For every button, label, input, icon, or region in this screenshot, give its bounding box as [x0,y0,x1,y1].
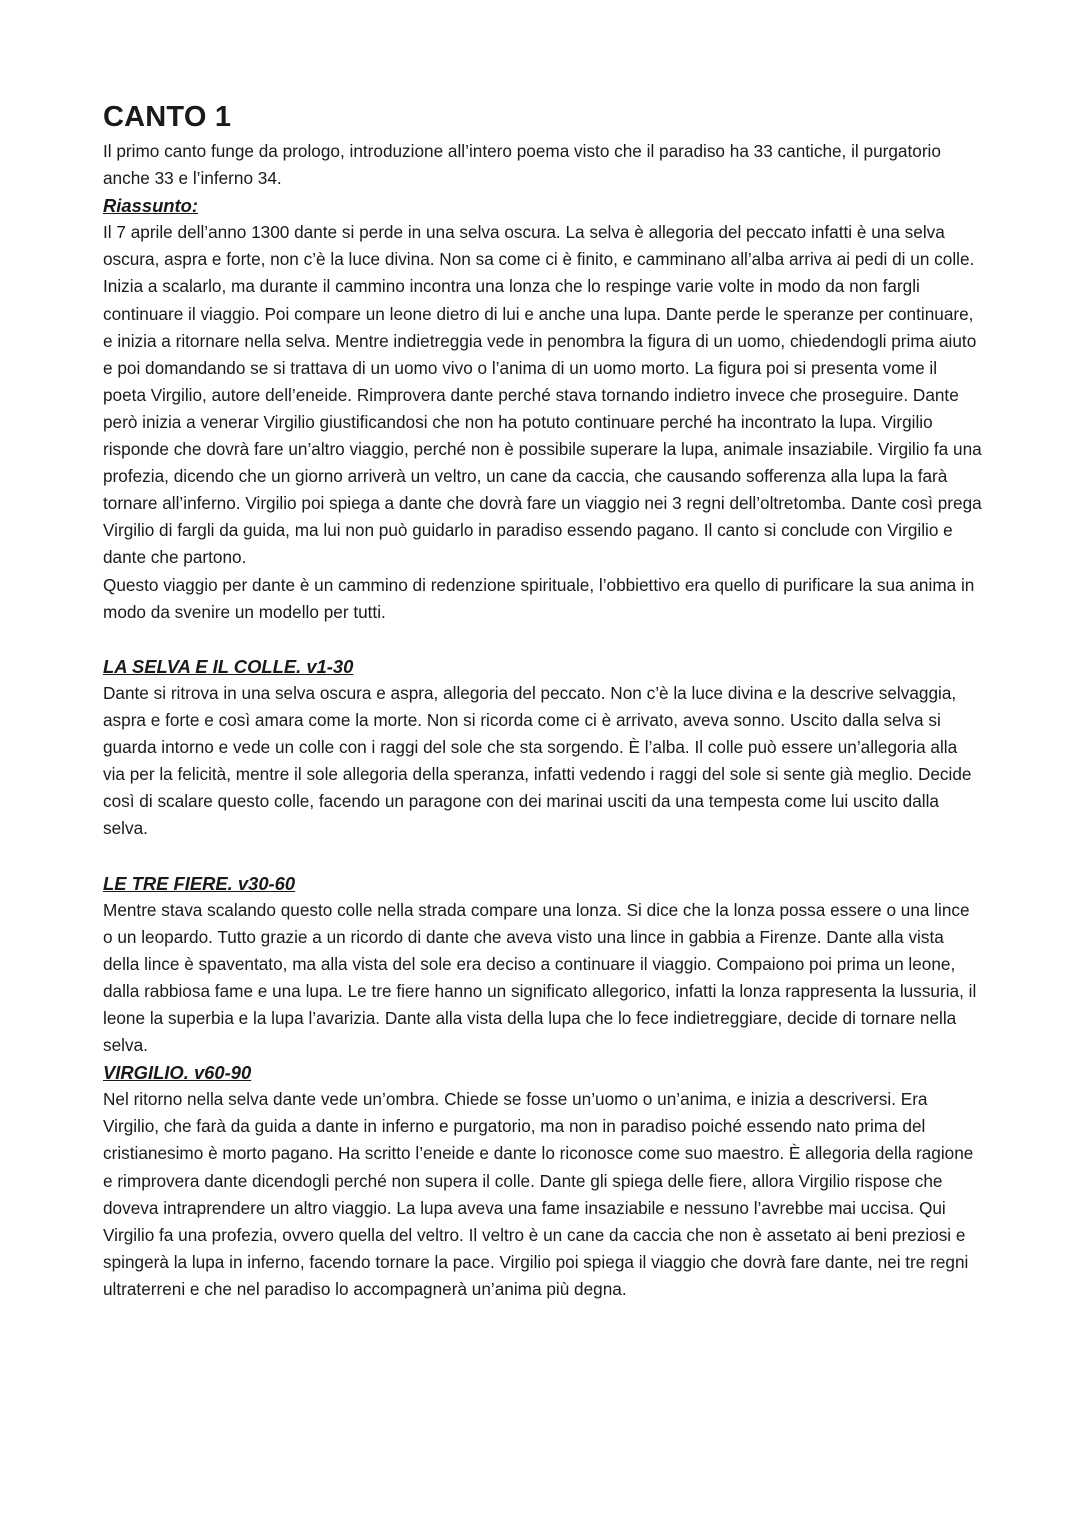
selva-colle-paragraph: Dante si ritrova in una selva oscura e aspra, allegoria del peccato. Non c’è la luce divina e la descrive selvaggia, aspra e forte e così amara come la morte. Non si ricorda come ci è arrivato, aveva sonno. Uscito dalla selva si guarda intorno e vede un colle con i raggi del sole che sta sorgendo. È l’alba. Il colle può essere un’allegoria alla via per la felicità, mentre il sole allegoria della speranza, infatti vedendo i raggi del sole si sente già meglio. Decide così di scalare questo colle, facendo un paragone con dei marinai usciti da una tempesta come lui uscito dalla selva. [103,682,972,839]
section-heading-virgilio: VIRGILIO. v60-90 [103,1062,252,1084]
document-page [103,96,983,1303]
tre-fiere-paragraph: Mentre stava scalando questo colle nella strada compare una lonza. Si dice che la lonza possa essere o una lince o un leopardo. Tutto grazie a un ricordo di dante che aveva visto una lince in gabbia a Firenze. Dante alla vista della lince è spaventato, ma alla vista del sole era deciso a continuare il viaggio. Compaiono poi prima un leone, dalla rabbiosa fame e una lupa. Le tre fiere hanno un significato allegorico, infatti la lonza rappresenta la lussuria, il leone la superbia e la lupa l’avarizia. Dante alla vista della lupa che lo fece indietreggiare, decide di tornare nella selva. [103,899,977,1056]
page-title: CANTO 1 [103,101,232,133]
section-heading-riassunto: Riassunto: [103,195,199,217]
riassunto-paragraph-1: Il 7 aprile dell’anno 1300 dante si perde in una selva oscura. La selva è allegoria del peccato infatti è una selva oscura, aspra e forte, non c’è la luce divina. Non sa come ci è finito, e camminano all’alba arriva ai pedi di un colle. Inizia a scalarlo, ma durante il cammino incontra una lonza che lo respinge varie volte in modo da non fargli continuare il viaggio. Poi compare un leone dietro di lui e anche una lupa. Dante perde le speranze per continuare, e inizia a ritornare nella selva. Mentre indietreggia vede in penombra la figura di un uomo, chiedendogli prima aiuto e poi domandando se si trattava di un uomo vivo o l’anima di un uomo morto. La figura poi si presenta vome il poeta Virgilio, autore dell’eneide. Rimprovera dante perché stava tornando indietro invece che proseguire. Dante però inizia a venerar Virgilio giustificandosi che non ha potuto continuare perché ha incontrato la lupa. Virgilio risponde che dovrà fare un’altro viaggio, perché non è possibile superare la lupa, animale insaziabile. Virgilio fa una profezia, dicendo che un giorno arriverà un veltro, un cane da caccia, che causando sofferenza alla lupa la farà tornare all’inferno. Virgilio poi spiega a dante che dovrà fare un viaggio nei 3 regni dell’oltretomba. Dante così prega Virgilio di fargli da guida, ma lui non può guidarlo in paradiso essendo pagano. Il canto si conclude con Virgilio e dante che partono. [103,222,982,568]
section-spacer [103,626,983,653]
riassunto-paragraph-2: Questo viaggio per dante è un cammino di redenzione spirituale, l’obbiettivo era quello di purificare la sua anima in modo da svenire un modello per tutti. [103,574,975,622]
intro-paragraph: Il primo canto funge da prologo, introduzione all’intero poema visto che il paradiso ha 33 cantiche, il purgatorio anche 33 e l’inferno 34. [103,141,941,189]
section-heading-selva-colle: LA SELVA E IL COLLE. v1-30 [103,655,354,677]
section-heading-tre-fiere: LE TRE FIERE. v30-60 [103,872,296,894]
virgilio-paragraph: Nel ritorno nella selva dante vede un’ombra. Chiede se fosse un’uomo o un’anima, e inizia a descriversi. Era Virgilio, che farà da guida a dante in inferno e purgatorio, ma non in paradiso poiché essendo nato prima del cristianesimo è morto pagano. Ha scritto l’eneide e dante lo riconosce come suo maestro. È allegoria della ragione e rimprovera dante dicendogli perché non supera il colle. Dante gli spiega delle fiere, allora Virgilio rispose che doveva intraprendere un altro viaggio. La lupa aveva una fame insaziabile e nessuno l’avrebbe mai uccisa. Qui Virgilio fa una profezia, ovvero quella del veltro. Il veltro è un cane da caccia che non è assetato ai beni preziosi e spingerà la lupa in inferno, facendo tornare la pace. Virgilio poi spiega il viaggio che dovrà fare dante, nei tre regni ultraterreni e che nel paradiso lo accompagnerà un’anima più degna. [103,1089,974,1299]
section-spacer [103,842,983,869]
